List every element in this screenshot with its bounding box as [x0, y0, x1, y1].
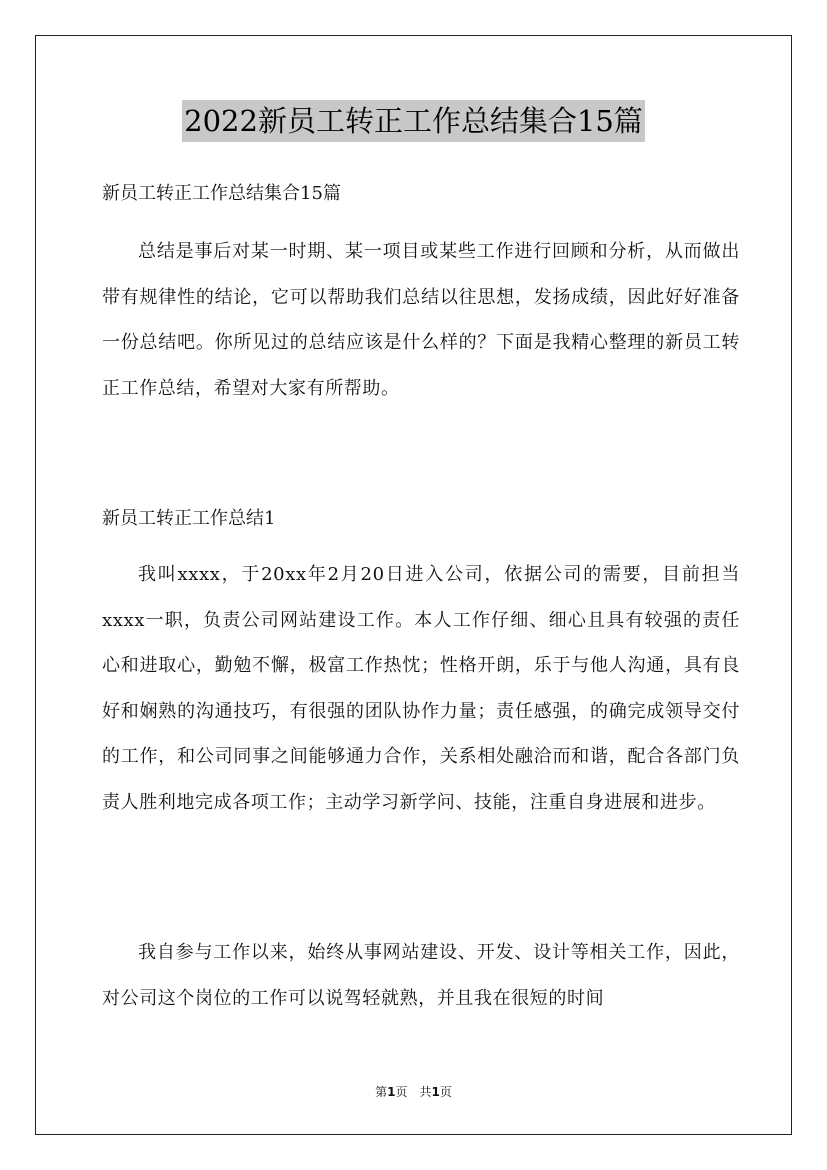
intro-paragraph: 总结是事后对某一时期、某一项目或某些工作进行回顾和分析，从而做出带有规律性的结论，它可以帮助我们总结以往思想，发扬成绩，因此好好准备一份总结吧。你所见过的总结应该是什么样的？下面是我精心整理的新员工转正工作总结，希望对大家有所帮助。 [102, 241, 740, 399]
title-container [0, 100, 827, 142]
body-paragraph-2: 我自参与工作以来，始终从事网站建设、开发、设计等相关工作，因此，对公司这个岗位的工作可以说驾轻就熟，并且我在很短的时间 [102, 942, 740, 1009]
footer-page-total: 1 [431, 1085, 440, 1099]
document-title: 2022新员工转正工作总结集合15篇 [182, 100, 645, 142]
document-subtitle: 新员工转正工作总结集合15篇 [102, 183, 341, 204]
section-heading: 新员工转正工作总结1 [102, 508, 276, 529]
page-footer [0, 1084, 827, 1100]
footer-mid: 页 共 [395, 1085, 432, 1099]
footer-suffix: 页 [439, 1085, 452, 1099]
footer-prefix: 第 [375, 1085, 388, 1099]
body-paragraph-1: 我叫xxxx，于20xx年2月20日进入公司，依据公司的需要，目前担当xxxx一职，负责公司网站建设工作。本人工作仔细、细心且具有较强的责任心和进取心，勤勉不懈，极富工作热忱；性格开朗，乐于与他人沟通，具有良好和娴熟的沟通技巧，有很强的团队协作力量；责任感强，的确完成领导交付的工作，和公司同事之间能够通力合作，关系相处融洽而和谐，配合各部门负责人胜利地完成各项工作；主动学习新学问、技能，注重自身进展和进步。 [102, 564, 740, 813]
footer-page-current: 1 [387, 1085, 396, 1099]
